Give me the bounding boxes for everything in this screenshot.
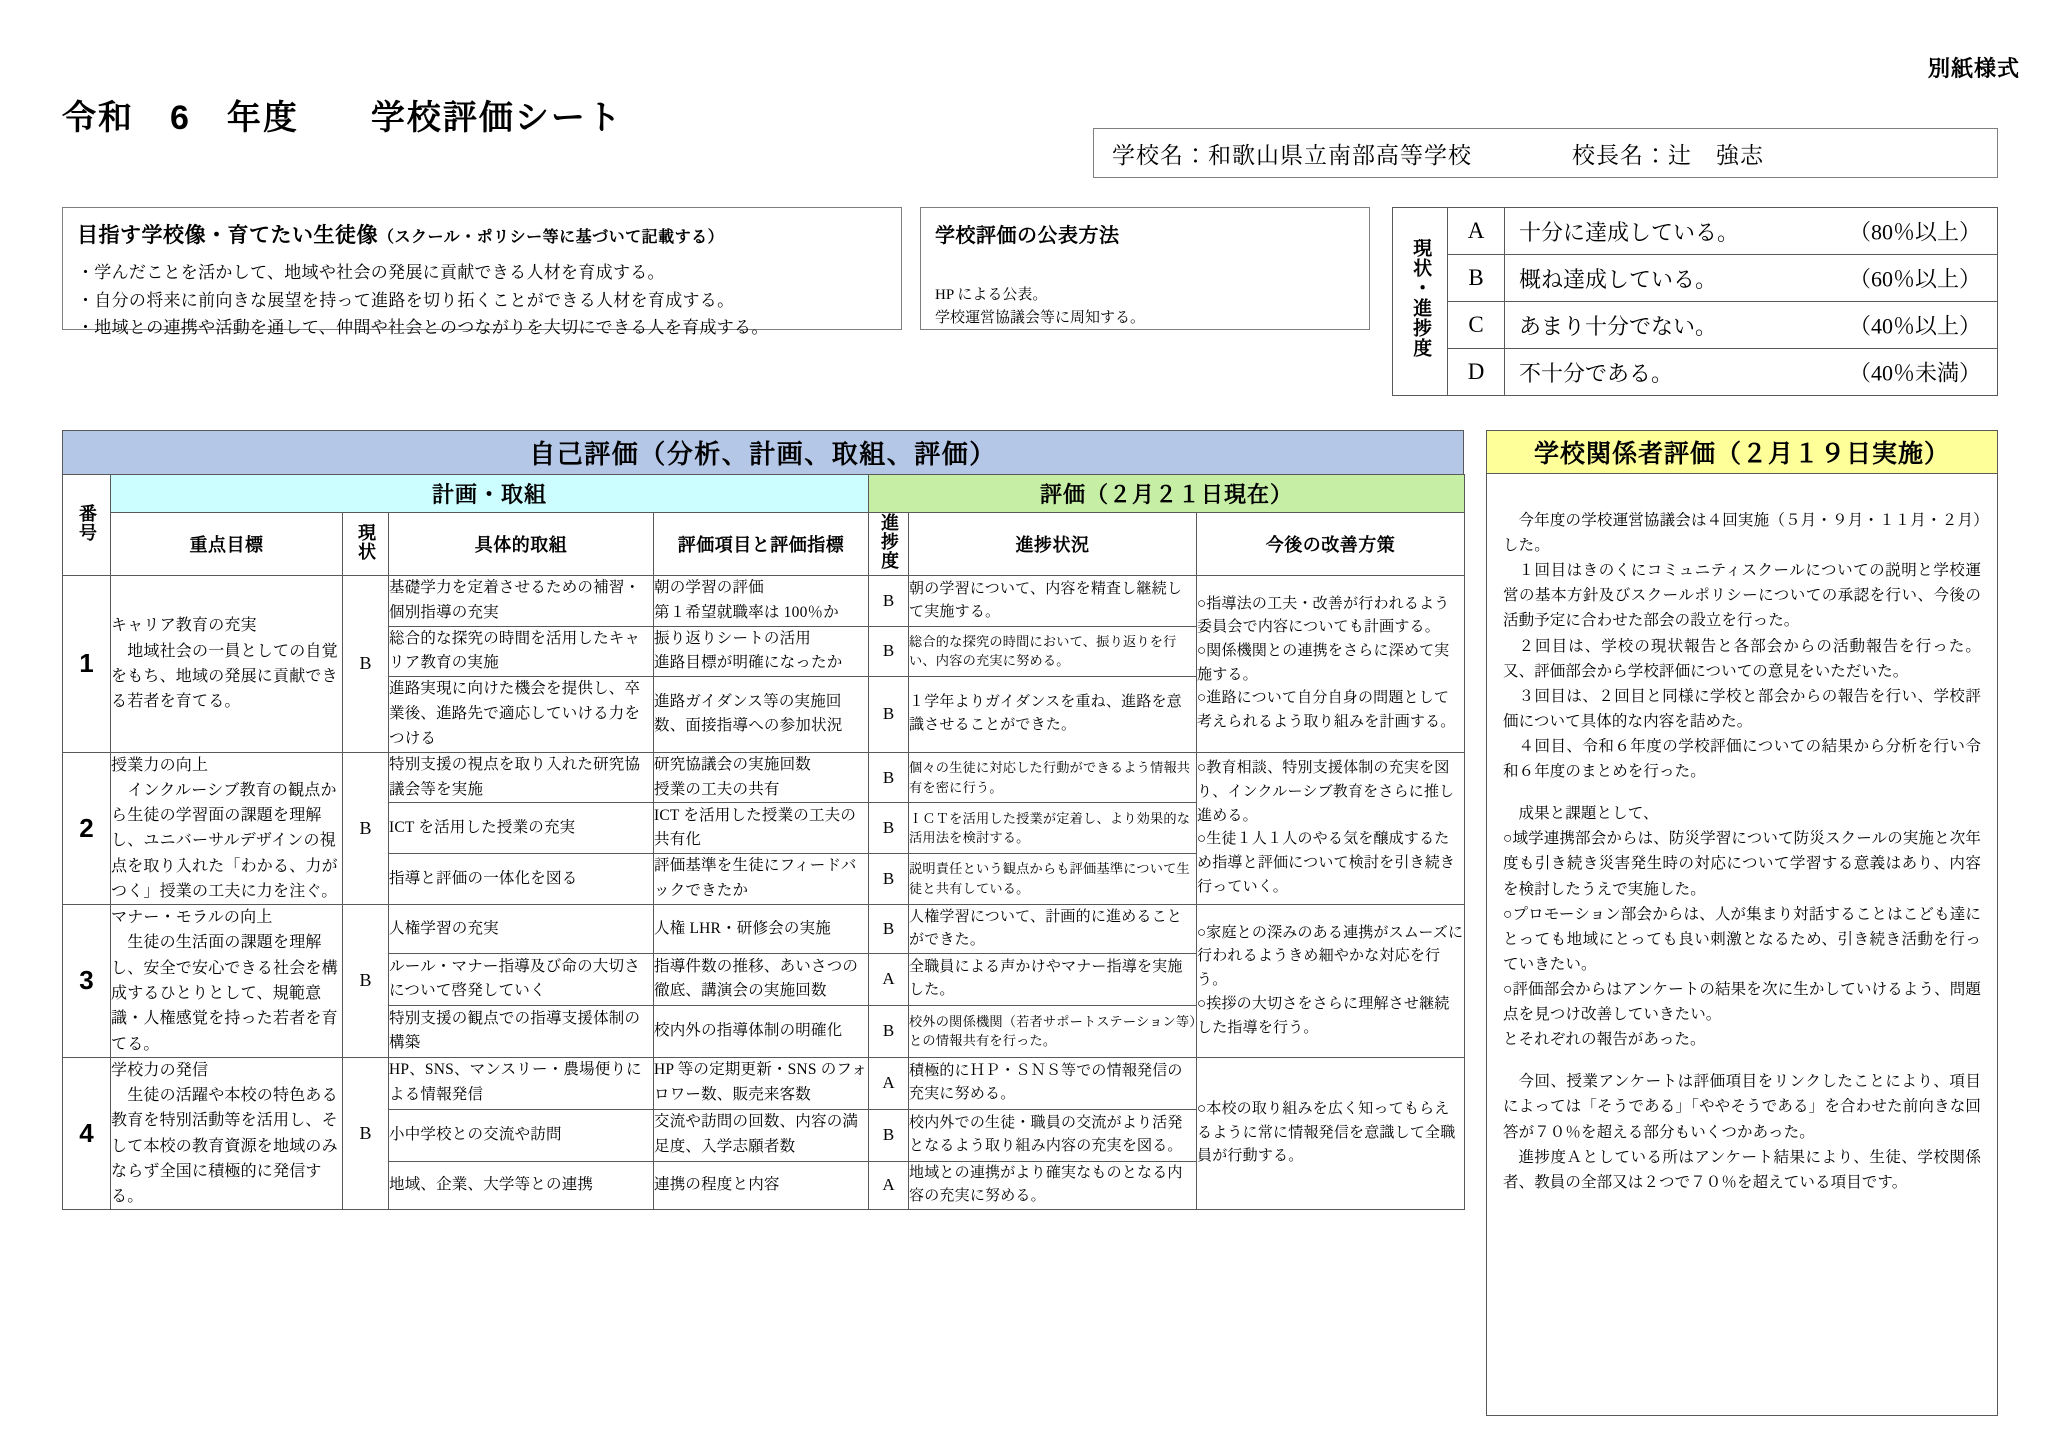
table-row bbox=[63, 905, 1465, 954]
priority-goal bbox=[111, 905, 343, 1058]
progress-grade: B bbox=[869, 576, 909, 627]
column-header-state: 現状 bbox=[343, 513, 389, 576]
improvement-item: ○教育相談、特別支援体制の充実を図り、インクルーシブ教育をさらに推し進める。 bbox=[1197, 760, 1455, 824]
evaluation-indicator: 評価基準を生徒にフィードバックできたか bbox=[654, 854, 869, 905]
related-evaluation-paragraph: ４回目、令和６年度の学校評価についての結果から分析を行い令和６年度のまとめを行った。 bbox=[1503, 737, 1981, 781]
priority-goal-heading: マナー・モラルの向上 bbox=[111, 909, 273, 927]
priority-goal-detail: 生徒の活躍や本校の特色ある教育を特別活動等を活用し、そして本校の教育資源を地域のみならず全国に積極的に発信する。 bbox=[111, 1087, 338, 1206]
evaluation-indicator: 校内外の指導体制の明確化 bbox=[654, 1005, 869, 1057]
progress-status: 校内外での生徒・職員の交流がより活発となるよう取り組み内容の充実を図る。 bbox=[909, 1109, 1197, 1161]
vision-title bbox=[77, 219, 887, 249]
legend-percent: （40％未満） bbox=[1848, 360, 1981, 386]
priority-goal-heading: キャリア教育の充実 bbox=[111, 617, 257, 635]
column-header-status: 進捗状況 bbox=[909, 513, 1197, 576]
table-row bbox=[1393, 208, 1998, 255]
priority-goal-heading: 学校力の発信 bbox=[111, 1061, 209, 1079]
priority-goal bbox=[111, 752, 343, 905]
current-state-grade: B bbox=[343, 752, 389, 905]
row-number: 3 bbox=[63, 905, 111, 1058]
progress-grade: B bbox=[869, 905, 909, 954]
progress-grade: A bbox=[869, 1057, 909, 1109]
legend-description bbox=[1505, 208, 1998, 255]
column-header-indicator: 評価項目と評価指標 bbox=[654, 513, 869, 576]
progress-grade: B bbox=[869, 626, 909, 677]
related-party-evaluation-section bbox=[1486, 430, 1998, 1416]
related-evaluation-paragraph: ○プロモーション部会からは、人が集まり対話することはこども達にとっても地域にとっても良い刺激となるため、引き続き活動を行っていきたい。 bbox=[1503, 905, 1981, 973]
progress-status: 個々の生徒に対応した行動ができるよう情報共有を密に行う。 bbox=[909, 752, 1197, 803]
evaluation-indicator: 朝の学習の評価 第１希望就職率は 100％か bbox=[654, 576, 869, 627]
column-group-evaluation: 評価（２月２１日現在） bbox=[869, 475, 1465, 513]
legend-grade: A bbox=[1448, 208, 1505, 255]
progress-grade: B bbox=[869, 854, 909, 905]
progress-status: 校外の関係機関（若者サポートステーション等）との情報共有を行った。 bbox=[909, 1005, 1197, 1057]
table-row bbox=[63, 576, 1465, 627]
column-header-goal: 重点目標 bbox=[111, 513, 343, 576]
legend-desc-text: 十分に達成している。 bbox=[1519, 219, 1740, 245]
progress-status: ＩＣＴを活用した授業が定着し、より効果的な活用法を検討する。 bbox=[909, 803, 1197, 854]
concrete-action: 小中学校との交流や訪問 bbox=[389, 1109, 654, 1161]
legend-desc-text: 概ね達成している。 bbox=[1519, 266, 1718, 292]
evaluation-indicator: 進路ガイダンス等の実施回数、面接指導への参加状況 bbox=[654, 677, 869, 752]
concrete-action: 指導と評価の一体化を図る bbox=[389, 854, 654, 905]
vision-title-main: 目指す学校像・育てたい生徒像 bbox=[77, 224, 378, 247]
related-evaluation-paragraph: ○域学連携部会からは、防災学習について防災スクールの実施と次年度も引き続き災害発生時の対応について学習する意義はあり、内容を検討したうえで実施した。 bbox=[1503, 830, 1981, 898]
column-group-plan: 計画・取組 bbox=[111, 475, 869, 513]
page-title: 令和 6 年度 学校評価シート bbox=[62, 99, 623, 137]
concrete-action: ICT を活用した授業の充実 bbox=[389, 803, 654, 854]
evaluation-indicator: 連携の程度と内容 bbox=[654, 1161, 869, 1210]
row-number: 2 bbox=[63, 752, 111, 905]
priority-goal-detail: インクルーシブ教育の観点から生徒の学習面の課題を理解し、ユニバーサルデザインの視点を取り入れた「わかる、力がつく」授業の工夫に力を注ぐ。 bbox=[111, 781, 338, 900]
form-type-tag: 別紙様式 bbox=[1927, 56, 2020, 81]
publication-line: 学校運営協議会等に周知する。 bbox=[935, 310, 1146, 327]
progress-grade: B bbox=[869, 677, 909, 752]
improvement-plan bbox=[1197, 1057, 1465, 1210]
priority-goal bbox=[111, 1057, 343, 1210]
priority-goal bbox=[111, 576, 343, 753]
improvement-item: ○挨拶の大切さをさらに理解させ継続した指導を行う。 bbox=[1197, 995, 1450, 1036]
progress-status: 説明責任という観点からも評価基準について生徒と共有している。 bbox=[909, 854, 1197, 905]
column-header-action: 具体的取組 bbox=[389, 513, 654, 576]
related-evaluation-paragraph: ３回目は、２回目と同様に学校と部会からの報告を行い、学校評価について具体的な内容を詰めた。 bbox=[1503, 687, 1981, 730]
vision-box bbox=[62, 207, 902, 338]
evaluation-indicator: 振り返りシートの活用 進路目標が明確になったか bbox=[654, 626, 869, 677]
concrete-action: 総合的な探究の時間を活用したキャリア教育の実施 bbox=[389, 626, 654, 677]
legend-grade: C bbox=[1448, 302, 1505, 349]
legend-grade: B bbox=[1448, 255, 1505, 302]
progress-grade: B bbox=[869, 803, 909, 854]
list-item: ・自分の将来に前向きな展望を持って進路を切り拓くことができる人材を育成する。 bbox=[77, 290, 735, 310]
priority-goal-heading: 授業力の向上 bbox=[111, 756, 209, 774]
progress-status: 人権学習について、計画的に進めることができた。 bbox=[909, 905, 1197, 954]
table-row bbox=[63, 752, 1465, 803]
column-header-improve: 今後の改善方策 bbox=[1197, 513, 1465, 576]
legend-vertical-label: 現状・進捗度 bbox=[1393, 208, 1448, 396]
evaluation-indicator: 交流や訪問の回数、内容の満足度、入学志願者数 bbox=[654, 1109, 869, 1161]
related-evaluation-paragraph: 成果と課題として、 bbox=[1518, 805, 1659, 823]
evaluation-indicator: 人権 LHR・研修会の実施 bbox=[654, 905, 869, 954]
self-evaluation-section bbox=[62, 430, 1464, 1210]
related-evaluation-paragraph: ○評価部会からはアンケートの結果を次に生かしていけるよう、問題点を見つけ改善していきたい。 bbox=[1503, 980, 1981, 1024]
improvement-item: ○関係機関との連携をさらに深めて実施する。 bbox=[1197, 643, 1450, 683]
concrete-action: 人権学習の充実 bbox=[389, 905, 654, 954]
table-row bbox=[63, 1057, 1465, 1109]
progress-status: 総合的な探究の時間において、振り返りを行い、内容の充実に努める。 bbox=[909, 626, 1197, 677]
row-number: 4 bbox=[63, 1057, 111, 1210]
related-evaluation-paragraph: 今年度の学校運営協議会は４回実施（５月・９月・１１月・２月）した。 bbox=[1503, 512, 1981, 555]
current-state-grade: B bbox=[343, 905, 389, 1058]
progress-grade: B bbox=[869, 752, 909, 803]
improvement-item: ○家庭との深みのある連携がスムーズに行われるようきめ細やかな対応を行う。 bbox=[1197, 924, 1464, 989]
legend-percent: （60％以上） bbox=[1848, 266, 1981, 292]
concrete-action: 地域、企業、大学等との連携 bbox=[389, 1161, 654, 1210]
related-evaluation-title: 学校関係者評価（２月１９日実施） bbox=[1486, 430, 1998, 474]
legend-desc-text: あまり十分でない。 bbox=[1519, 313, 1718, 339]
concrete-action: 特別支援の観点での指導支援体制の構築 bbox=[389, 1005, 654, 1057]
progress-grade: B bbox=[869, 1109, 909, 1161]
related-evaluation-paragraph: とそれぞれの報告があった。 bbox=[1503, 1031, 1706, 1049]
improvement-plan bbox=[1197, 576, 1465, 753]
concrete-action: 進路実現に向けた機会を提供し、卒業後、進路先で適応していける力をつける bbox=[389, 677, 654, 752]
legend-description bbox=[1505, 255, 1998, 302]
progress-status: 地域との連携がより確実なものとなる内容の充実に努める。 bbox=[909, 1161, 1197, 1210]
related-evaluation-body bbox=[1486, 474, 1998, 1416]
improvement-item: ○進路について自分自身の問題として考えられるよう取り組みを計画する。 bbox=[1197, 690, 1456, 731]
evaluation-indicator: 指導件数の推移、あいさつの徹底、講演会の実施回数 bbox=[654, 953, 869, 1005]
row-number: 1 bbox=[63, 576, 111, 753]
vision-title-subtitle: （スクール・ポリシー等に基づいて記載する） bbox=[378, 229, 725, 246]
vision-list bbox=[77, 259, 887, 342]
related-evaluation-paragraph: 進捗度Ａとしている所はアンケート結果により、生徒、学校関係者、教員の全部又は２つで７０％を超えている項目です。 bbox=[1503, 1148, 1981, 1191]
improvement-item: ○生徒１人１人のやる気を醸成するため指導と評価について検討を引き続き行っていく。 bbox=[1197, 831, 1456, 895]
publication-line: HP による公表。 bbox=[935, 287, 1048, 303]
improvement-item: ○本校の取り組みを広く知ってもらえるように常に情報発信を意識して全職員が行動する。 bbox=[1197, 1101, 1456, 1165]
school-name: 学校名：和歌山県立南部高等学校 bbox=[1112, 142, 1472, 168]
current-state-grade: B bbox=[343, 576, 389, 753]
progress-status: 積極的にＨＰ・ＳＮＳ等での情報発信の充実に努める。 bbox=[909, 1057, 1197, 1109]
table-group-header-row bbox=[63, 475, 1465, 513]
list-item: ・地域との連携や活動を通して、仲間や社会とのつながりを大切にできる人を育成する。 bbox=[77, 318, 769, 338]
improvement-item: ○指導法の工夫・改善が行われるよう委員会で内容についても計画する。 bbox=[1197, 595, 1450, 636]
improvement-plan bbox=[1197, 752, 1465, 905]
table-row bbox=[1393, 255, 1998, 302]
self-evaluation-body bbox=[63, 576, 1465, 1210]
self-evaluation-table bbox=[62, 474, 1465, 1210]
table-header-row bbox=[63, 513, 1465, 576]
concrete-action: 特別支援の視点を取り入れた研究協議会等を実施 bbox=[389, 752, 654, 803]
evaluation-indicator: 研究協議会の実施回数 授業の工夫の共有 bbox=[654, 752, 869, 803]
legend-desc-text: 不十分である。 bbox=[1519, 360, 1674, 386]
legend-grade: D bbox=[1448, 349, 1505, 396]
current-state-grade: B bbox=[343, 1057, 389, 1210]
improvement-plan bbox=[1197, 905, 1465, 1058]
related-evaluation-paragraph: 今回、授業アンケートは評価項目をリンクしたことにより、項目によっては「そうである」「ややそうである」を合わせた前向きな回答が７０％を超える部分もいくつかあった。 bbox=[1503, 1073, 1981, 1141]
priority-goal-detail: 生徒の生活面の課題を理解し、安全で安心できる社会を構成するひとりとして、規範意識・人権感覚を持った若者を育てる。 bbox=[111, 934, 338, 1053]
self-evaluation-banner: 自己評価（分析、計画、取組、評価） bbox=[62, 430, 1464, 474]
legend-description bbox=[1505, 349, 1998, 396]
publication-method-box bbox=[920, 207, 1370, 330]
concrete-action: ルール・マナー指導及び命の大切さについて啓発していく bbox=[389, 953, 654, 1005]
progress-grade: B bbox=[869, 1005, 909, 1057]
related-evaluation-paragraph: ２回目は、学校の現状報告と各部会からの活動報告を行った。又、評価部会から学校評価についての意見をいただいた。 bbox=[1503, 637, 1981, 680]
column-header-number: 番号 bbox=[63, 475, 111, 576]
list-item: ・学んだことを活かして、地域や社会の発展に貢献できる人材を育成する。 bbox=[77, 263, 665, 282]
table-row bbox=[1393, 302, 1998, 349]
concrete-action: 基礎学力を定着させるための補習・個別指導の充実 bbox=[389, 576, 654, 627]
progress-grade: A bbox=[869, 1161, 909, 1210]
evaluation-indicator: ICT を活用した授業の工夫の共有化 bbox=[654, 803, 869, 854]
grade-legend-table bbox=[1392, 207, 1998, 396]
concrete-action: HP、SNS、マンスリー・農場便りによる情報発信 bbox=[389, 1057, 654, 1109]
related-evaluation-paragraph: １回目はきのくにコミュニティスクールについての説明と学校運営の基本方針及びスクールポリシーについての承認を行い、今後の活動予定に合わせた部会の設立を行った。 bbox=[1503, 562, 1981, 630]
progress-status: 朝の学習について、内容を精査し継続して実施する。 bbox=[909, 576, 1197, 627]
priority-goal-detail: 地域社会の一員としての自覚をもち、地域の発展に貢献できる若者を育てる。 bbox=[111, 642, 338, 711]
legend-percent: （80％以上） bbox=[1848, 219, 1981, 245]
legend-percent: （40％以上） bbox=[1848, 313, 1981, 339]
table-row bbox=[1393, 349, 1998, 396]
publication-title: 学校評価の公表方法 bbox=[935, 225, 1120, 247]
school-info-box bbox=[1093, 128, 1998, 178]
progress-grade: A bbox=[869, 953, 909, 1005]
principal-name: 校長名：辻 強志 bbox=[1572, 142, 1764, 168]
progress-status: １学年よりガイダンスを重ね、進路を意識させることができた。 bbox=[909, 677, 1197, 752]
legend-description bbox=[1505, 302, 1998, 349]
evaluation-indicator: HP 等の定期更新・SNS のフォロワー数、販売来客数 bbox=[654, 1057, 869, 1109]
column-header-progress: 進捗度 bbox=[869, 513, 909, 576]
progress-status: 全職員による声かけやマナー指導を実施した。 bbox=[909, 953, 1197, 1005]
publication-body bbox=[935, 284, 1355, 331]
